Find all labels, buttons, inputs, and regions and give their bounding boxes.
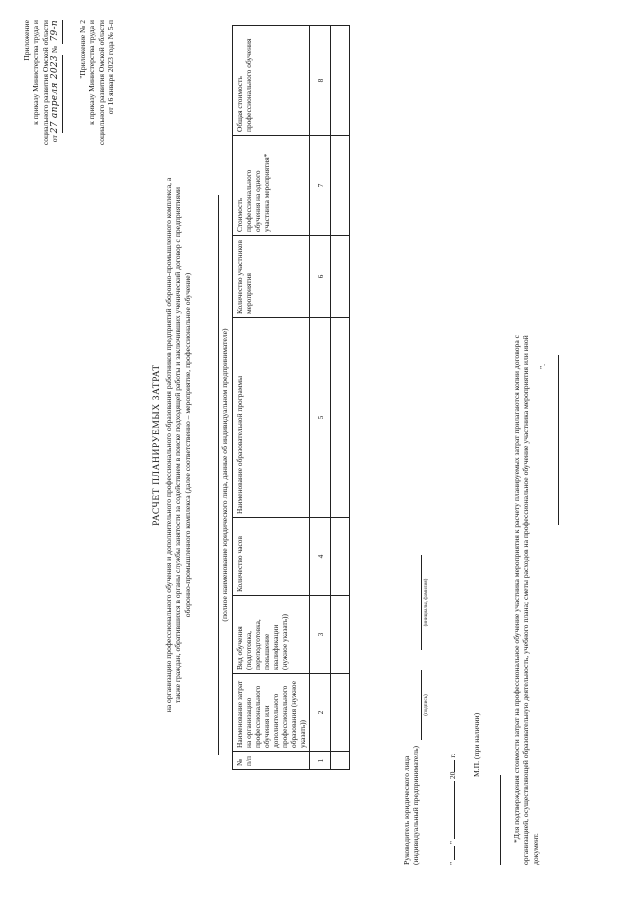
- closing-quote: ".: [538, 364, 547, 369]
- number-cell: 5: [310, 318, 331, 518]
- footnote-separator: [500, 775, 501, 865]
- year-suffix: г.: [448, 753, 457, 758]
- date-close-quote: ": [448, 840, 457, 845]
- table-empty-row: [331, 26, 350, 770]
- appendix-date-row: [50, 20, 62, 285]
- day-blank: [454, 846, 455, 860]
- title-line-3: оборонно-промышленного комплекса (далее соответственно – мероприятие, профессиональное обучение): [182, 272, 192, 618]
- cost-table: [232, 25, 350, 770]
- appendix-date-prefix: от: [50, 135, 60, 143]
- number-cell: 3: [310, 596, 331, 674]
- empty-cell: [331, 752, 350, 770]
- month-blank: [454, 781, 455, 839]
- empty-cell: [331, 318, 350, 518]
- number-cell: 6: [310, 236, 331, 318]
- table-header-row: [233, 26, 310, 770]
- header-cell: № п/п: [233, 752, 310, 770]
- signature-caption: (подпись): [423, 694, 429, 716]
- date-open-quote: ": [448, 861, 457, 865]
- cost-table-wrapper: [232, 25, 350, 770]
- signature-line: [421, 670, 422, 740]
- number-cell: 8: [310, 26, 331, 136]
- header-cell: Общая стоимость профессионального обучения: [233, 26, 310, 136]
- appendix2-line: "Приложение № 2: [78, 20, 87, 79]
- footnote-line-3: документ.: [530, 833, 540, 865]
- empty-cell: [331, 26, 350, 136]
- name-line: [421, 555, 422, 650]
- empty-cell: [331, 236, 350, 318]
- title-line-1: на организацию профессионального обучения и дополнительного профессионального образования работников предприятий оборонно-промышленного комплекса, а: [163, 177, 173, 713]
- appendix2-line: от 16 января 2023 года № 5-п: [106, 20, 116, 115]
- appendix-number-handwritten: 79-п: [50, 20, 62, 44]
- appendix-number-label: №: [50, 45, 60, 54]
- appendix2-line: к приказу Министерства труда и: [87, 20, 97, 125]
- appendix-line: Приложение: [22, 20, 31, 61]
- header-cell: Количество участников мероприятия: [233, 236, 310, 318]
- document-title: РАСЧЕТ ПЛАНИРУЕМЫХ ЗАТРАТ: [152, 364, 162, 526]
- number-cell: 1: [310, 752, 331, 770]
- number-cell: 4: [310, 518, 331, 596]
- appendix-block: [22, 20, 63, 285]
- table-number-row: [310, 26, 331, 770]
- name-caption: (инициалы, фамилия): [423, 578, 429, 627]
- year-prefix: 20: [448, 771, 457, 780]
- appendix-line: социального развития Омской области: [40, 20, 50, 146]
- appendix-date-handwritten: 27 апреля 2023: [50, 55, 62, 133]
- header-cell: Стоимость профессионального обучения на одного участника мероприятия*: [233, 136, 310, 236]
- empty-cell: [331, 596, 350, 674]
- year-blank: [454, 760, 455, 772]
- signature-role-line-2: (индивидуальный предприниматель): [411, 745, 421, 865]
- header-cell: Количество часов: [233, 518, 310, 596]
- org-name-line: [218, 195, 219, 755]
- header-cell: Вид обучения (подготовка, переподготовка, повышение квалификации (нужное указать)): [233, 596, 310, 674]
- appendix2-line: социального развития Омской области: [96, 20, 106, 146]
- stamp-note: М.П. (при наличии): [472, 712, 481, 777]
- appendix2-block: [78, 20, 116, 285]
- footnote-line-2: организацией, осуществляющей образовательную деятельность, учебного плана; сметы расходов на профессиональное обучение участника мероприятия или иной: [521, 335, 531, 865]
- title-block: [152, 45, 192, 845]
- closing-line: [558, 355, 559, 525]
- appendix-line: к приказу Министерства труда и: [31, 20, 41, 125]
- footnote-line-1: *Для подтверждения стоимости затрат на профессиональное обучение участника мероприятия к расчету планируемых затрат прилагаются копии договора с: [512, 335, 521, 843]
- signature-block: [402, 465, 421, 865]
- empty-cell: [331, 674, 350, 752]
- date-row: [448, 665, 457, 865]
- footnote-block: [512, 45, 540, 865]
- number-cell: 2: [310, 674, 331, 752]
- header-cell: Наименование затрат на организацию профессионального обучения или дополнительного профессионального образования (нужное указать)): [233, 674, 310, 752]
- header-cell: Наименование образовательной программы: [233, 318, 310, 518]
- signature-role-line-1: Руководитель юридического лица: [402, 755, 411, 865]
- empty-cell: [331, 518, 350, 596]
- title-line-2: также граждан, обратившихся в органы службы занятости за содействием в поиске подходящей работы и заключивших ученический договор с предприятиями: [173, 187, 183, 703]
- empty-cell: [331, 136, 350, 236]
- org-caption: (полное наименование юридического лица, данные об индивидуальном предпринимателе): [220, 328, 229, 622]
- number-cell: 7: [310, 136, 331, 236]
